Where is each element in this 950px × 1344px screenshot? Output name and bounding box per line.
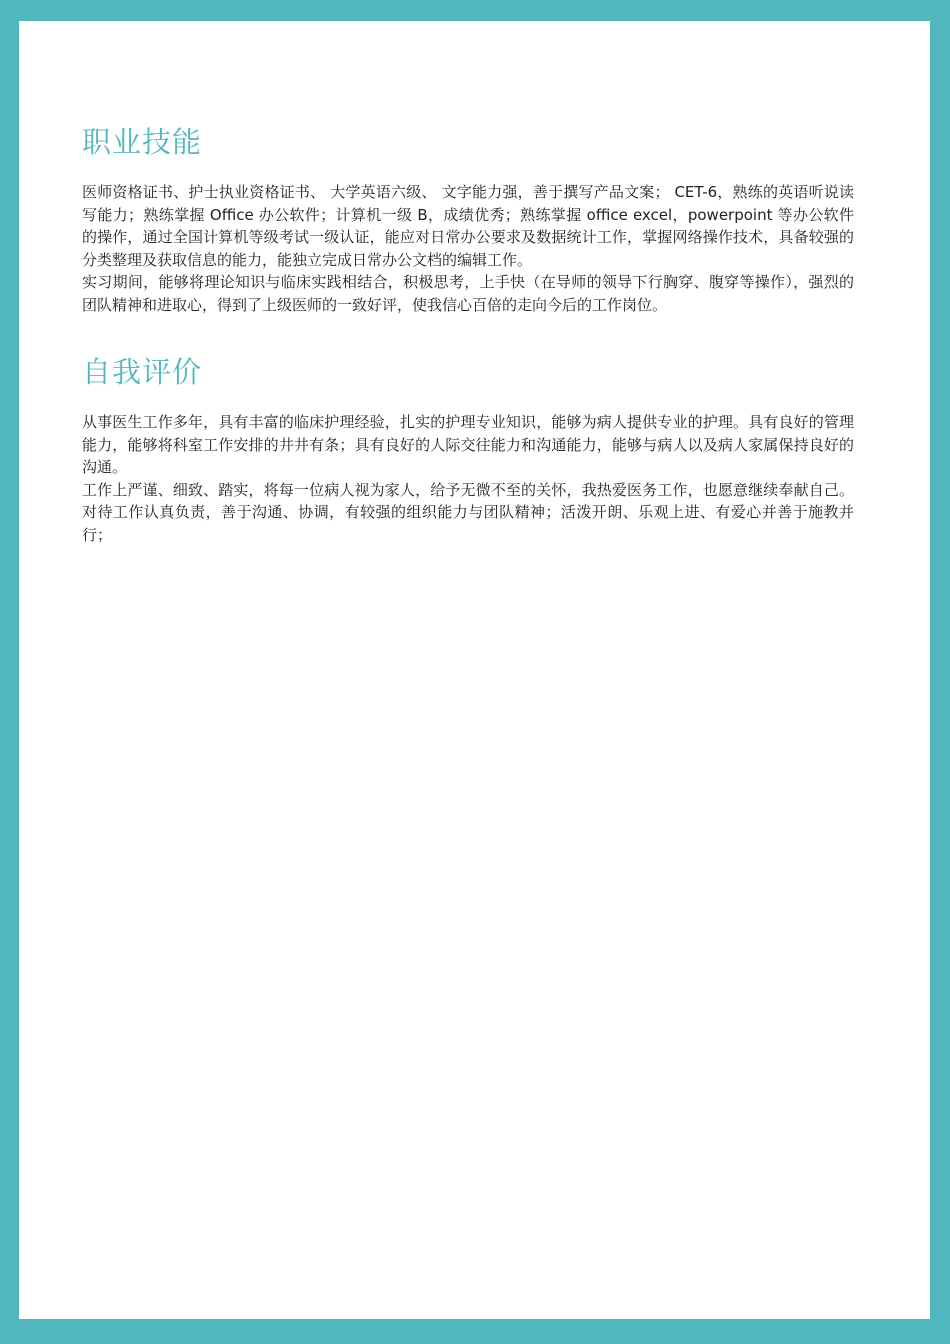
skills-paragraph-2: 实习期间，能够将理论知识与临床实践相结合，积极思考，上手快（在导师的领导下行胸穿、腹穿等操作），强烈的团队精神和进取心，得到了上级医师的一致好评，使我信心百倍的走向今后的工作岗位。 [82, 273, 854, 314]
self-evaluation-heading: 自我评价 [82, 355, 203, 389]
self-evaluation-body [82, 411, 854, 547]
self-evaluation-paragraph-1: 从事医生工作多年，具有丰富的临床护理经验，扎实的护理专业知识，能够为病人提供专业的护理。具有良好的管理能力，能够将科室工作安排的井井有条；具有良好的人际交往能力和沟通能力，能够与病人以及病人家属保持良好的沟通。 [82, 413, 854, 477]
skills-paragraph-1: 医师资格证书、护士执业资格证书、 大学英语六级、 文字能力强，善于撰写产品文案； CET-6，熟练的英语听说读写能力；熟练掌握 Office 办公软件；计算机一级 B，成绩优秀；熟练掌握 office excel，powerpoint 等办公软件的操作，通过全国计算机等级考试一级认证，能应对日常办公要求及数据统计工作，掌握网络操作技术，具备较强的分类整理及获取信息的能力，能独立完成日常办公文档的编辑工作。 [82, 183, 854, 269]
self-evaluation-paragraph-2: 工作上严谨、细致、踏实，将每一位病人视为家人，给予无微不至的关怀，我热爱医务工作，也愿意继续奉献自己。对待工作认真负责，善于沟通、协调，有较强的组织能力与团队精神；活泼开朗、乐观上进、有爱心并善于施教并行； [82, 480, 854, 544]
skills-body [82, 181, 854, 317]
resume-page [19, 21, 930, 1319]
skills-section [82, 122, 854, 317]
skills-heading: 职业技能 [82, 125, 203, 159]
self-evaluation-section [82, 352, 854, 547]
